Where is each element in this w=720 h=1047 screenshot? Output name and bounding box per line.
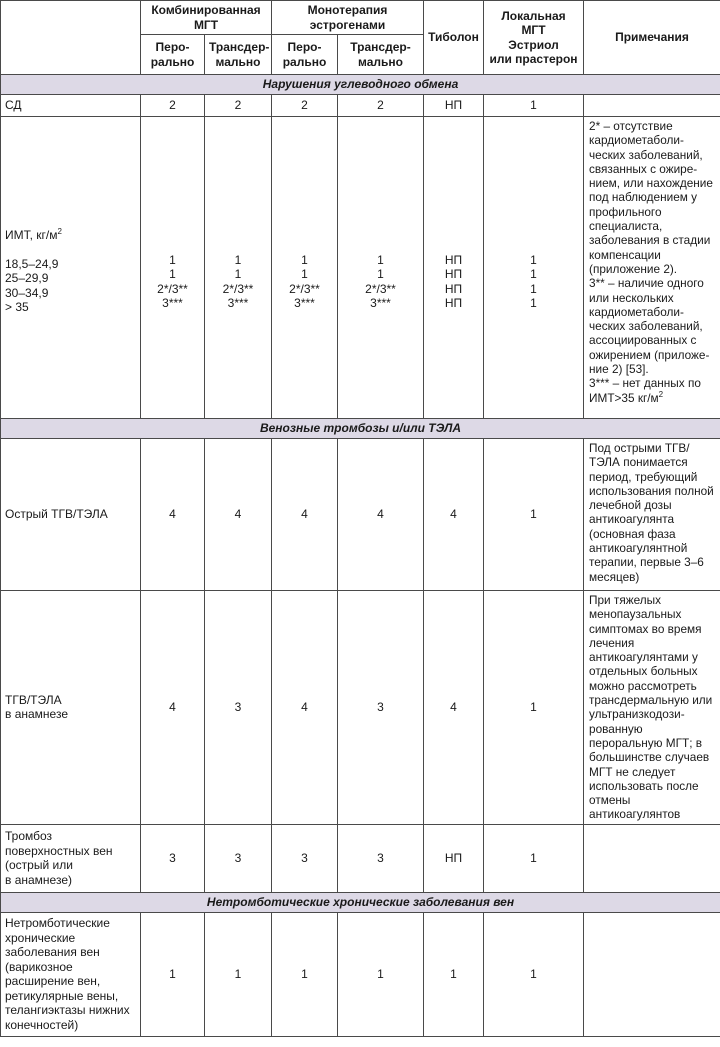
cell-note-empty <box>584 95 720 117</box>
cell-note-superficial <box>584 824 720 892</box>
cell-value: 3 <box>141 824 205 892</box>
header-local-mht: Локальная МГТ Эстриол или прастерон <box>484 1 584 75</box>
row-label-superficial-thrombosis: Тромбоз поверхностных вен (острый или в анамнезе) <box>1 824 141 892</box>
cell-note-acute-vte: Под острыми ТГВ/ ТЭЛА понимается период, требующий использования полной лечебной дозы антикоагулянта (основная фаза антикоагулянтной терапии, первые 3–6 месяцев) <box>584 439 720 591</box>
cell-note-bmi <box>584 117 720 419</box>
section-venous-thrombosis: Венозные тромбозы и/или ТЭЛА <box>1 419 720 439</box>
cell-value-group <box>424 117 484 419</box>
cell-value-group <box>205 117 272 419</box>
cell-value: 1 <box>338 912 424 1036</box>
cell-value: НП <box>424 95 484 117</box>
cell-note-history-vte: При тяжелых менопаузальных симптомах во время лечения антикоагулянтами у отдельных больных можно рассмотреть трансдермальную или ультранизкодози-рованную пероральную МГТ; в большинстве случаев МГТ не следует использовать после отмены антикоагулянтов <box>584 591 720 825</box>
cell-value-group <box>484 117 584 419</box>
cell-value: 1 <box>205 912 272 1036</box>
cell-value: 4 <box>272 591 338 825</box>
cell-value: 3 <box>338 591 424 825</box>
table-row <box>1 117 720 419</box>
cell-value-group <box>272 117 338 419</box>
cell-value: 1 <box>141 912 205 1036</box>
bmi-unit-sup: 2 <box>57 227 62 237</box>
cell-value: 4 <box>205 439 272 591</box>
cell-value: 4 <box>141 591 205 825</box>
cell-value: 1 <box>484 912 584 1036</box>
cell-value-group <box>141 117 205 419</box>
bmi-label: ИМТ, кг/м <box>5 228 58 243</box>
cell-value: 4 <box>141 439 205 591</box>
section-nonthrombotic-venous: Нетромботические хронические заболевания вен <box>1 892 720 912</box>
header-notes: Примечания <box>584 1 720 75</box>
cell-value: 1 <box>484 95 584 117</box>
bmi-values-trans-combined: 1 1 2*/3** 3*** <box>222 252 254 310</box>
cell-value: 1 <box>484 439 584 591</box>
bmi-values-trans-mono: 1 1 2*/3** 3*** <box>365 252 396 310</box>
section-carbohydrate-metabolism: Нарушения углеводного обмена <box>1 75 720 95</box>
cell-value: НП <box>424 824 484 892</box>
table-row <box>1 95 720 117</box>
cell-value: 1 <box>272 912 338 1036</box>
header-tibolone: Тиболон <box>424 1 484 75</box>
row-label-bmi <box>1 117 141 419</box>
cell-value-group <box>338 117 424 419</box>
cell-value: 4 <box>338 439 424 591</box>
table-row <box>1 912 720 1036</box>
row-label-nonthrombotic: Нетромботические хронические заболевания вен (варикозное расширение вен, ретикулярные вены, телангиэктазы нижних конечностей) <box>1 912 141 1036</box>
bmi-values-oral-mono: 1 1 2*/3** 3*** <box>289 252 320 310</box>
table-row <box>1 439 720 591</box>
cell-value: 2 <box>205 95 272 117</box>
cell-value: 4 <box>424 591 484 825</box>
header-transdermal-mono: Трансдер- мально <box>338 35 424 75</box>
cell-value: 3 <box>205 591 272 825</box>
cell-value: 2 <box>272 95 338 117</box>
bmi-values-tibolone: НП НП НП НП <box>444 252 463 310</box>
cell-value: 4 <box>272 439 338 591</box>
cell-note-nonthrombotic <box>584 912 720 1036</box>
cell-value: 2 <box>141 95 205 117</box>
header-combined-mht: Комбинированная МГТ <box>141 1 272 35</box>
header-empty-cell <box>1 1 141 75</box>
table-row <box>1 824 720 892</box>
table-row <box>1 591 720 825</box>
header-estrogen-monotherapy: Монотерапия эстрогенами <box>272 1 424 35</box>
row-label-diabetes: СД <box>1 95 141 117</box>
bmi-note-sup: 2 <box>658 389 664 399</box>
cell-value: 3 <box>272 824 338 892</box>
bmi-note-text: 2* – отсутствие кардиометаболи-ческих заболеваний, связанных с ожире-нием, или нахождение под наблюдением у профильного специалиста, заболевания в стадии компенсации (приложение 2). 3** – наличие одного или нескольких кардиометаболи-ческих заболеваний, ассоциированных с ожирением (приложе-ние 2) [53]. 3*** – нет данных по ИМТ>35 кг/м <box>589 119 713 405</box>
cell-value: 3 <box>205 824 272 892</box>
cell-value: 4 <box>424 439 484 591</box>
cell-value: 1 <box>424 912 484 1036</box>
row-label-acute-vte: Острый ТГВ/ТЭЛА <box>1 439 141 591</box>
cell-value: 3 <box>338 824 424 892</box>
bmi-ranges: 18,5–24,9 25–29,9 30–34,9 > 35 <box>5 256 59 315</box>
header-oral-mono: Перо- рально <box>272 35 338 75</box>
cell-value: 1 <box>484 591 584 825</box>
cell-value: 2 <box>338 95 424 117</box>
cell-value: 1 <box>484 824 584 892</box>
bmi-values-oral-combined: 1 1 2*/3** 3*** <box>157 252 188 310</box>
header-transdermal-combined: Трансдер- мально <box>205 35 272 75</box>
row-label-history-vte: ТГВ/ТЭЛА в анамнезе <box>1 591 141 825</box>
header-oral-combined: Перо- рально <box>141 35 205 75</box>
bmi-values-local: 1 1 1 1 <box>530 252 537 310</box>
